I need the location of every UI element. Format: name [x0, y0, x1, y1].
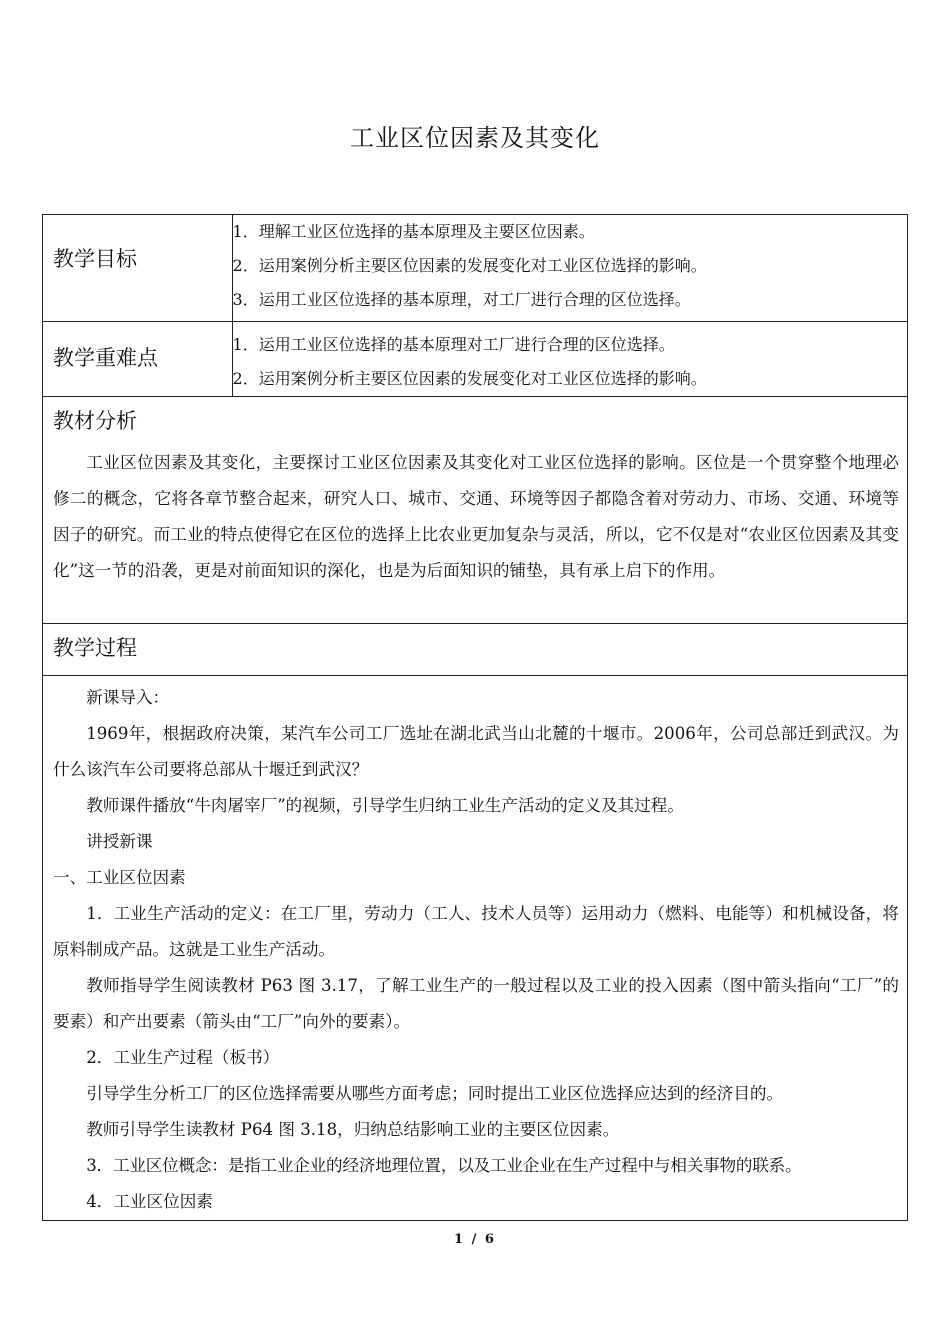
intro-text: 1969年，根据政府决策，某汽车公司工厂选址在湖北武当山北麓的十堰市。2006年，公司总部迁到武汉。为什么该汽车公司要将总部从十堰迁到武汉？: [53, 724, 899, 779]
process-item: 2．工业生产过程（板书）: [86, 1048, 280, 1067]
key-points-row: [43, 322, 908, 397]
key-points-list: [232, 322, 907, 397]
goal-item: 1．理解工业区位选择的基本原理及主要区位因素。: [232, 222, 595, 241]
key-points-label: 教学重难点: [53, 346, 158, 370]
new-lesson-label: 讲授新课: [86, 832, 153, 851]
analysis-text: 工业区位因素及其变化，主要探讨工业区位因素及其变化对工业区位选择的影响。区位是一个贯穿整个地理必修二的概念，它将各章节整合起来，研究人口、城市、交通、环境等因子都隐含着对劳动力、市场、交通、环境等因子的研究。而工业的特点使得它在区位的选择上比农业更加复杂与灵活，所以，它不仅是对“农业区位因素及其变化”这一节的沿袭，更是对前面知识的深化，也是为后面知识的铺垫，具有承上启下的作用。: [53, 453, 899, 580]
analysis-paragraph: 引导学生分析工厂的区位选择需要从哪些方面考虑；同时提出工业区位选择应达到的经济目的。: [86, 1084, 784, 1103]
factors-item: 4．工业区位因素: [86, 1192, 213, 1211]
summary-paragraph: 教师引导学生读教材 P64 图 3.18，归纳总结影响工业的主要区位因素。: [86, 1120, 620, 1139]
intro-label: 新课导入：: [86, 688, 170, 707]
goal-item: 3．运用工业区位选择的基本原理，对工厂进行合理的区位选择。: [232, 290, 691, 309]
video-text: 教师课件播放“牛肉屠宰厂”的视频，引导学生归纳工业生产活动的定义及其过程。: [86, 796, 684, 815]
key-point-item: 1．运用工业区位选择的基本原理对工厂进行合理的区位选择。: [232, 335, 675, 354]
page-title: 工业区位因素及其变化: [350, 124, 600, 152]
concept-paragraph: 3．工业区位概念：是指工业企业的经济地理位置，以及工业企业在生产过程中与相关事物的联系。: [86, 1156, 802, 1175]
section-heading: 一、工业区位因素: [53, 868, 186, 887]
goal-item: 2．运用案例分析主要区位因素的发展变化对工业区位选择的影响。: [232, 256, 707, 275]
analysis-heading: 教材分析: [53, 409, 137, 433]
goals-row: [43, 215, 908, 322]
process-heading: 教学过程: [53, 636, 137, 660]
process-row: [43, 676, 908, 1221]
key-point-item: 2．运用案例分析主要区位因素的发展变化对工业区位选择的影响。: [232, 369, 707, 388]
goals-list: [232, 215, 907, 322]
lesson-plan-table: [42, 214, 908, 1221]
analysis-row: [43, 397, 908, 624]
goals-label: 教学目标: [53, 247, 137, 271]
reading-paragraph: 教师指导学生阅读教材 P63 图 3.17，了解工业生产的一般过程以及工业的投入因素（图中箭头指向“工厂”的要素）和产出要素（箭头由“工厂”向外的要素）。: [53, 976, 899, 1031]
definition-paragraph: 1．工业生产活动的定义：在工厂里，劳动力（工人、技术人员等）运用动力（燃料、电能等）和机械设备，将原料制成产品。这就是工业生产活动。: [53, 904, 899, 959]
page-number: 1 / 6: [454, 1232, 496, 1247]
process-heading-row: [43, 624, 908, 676]
